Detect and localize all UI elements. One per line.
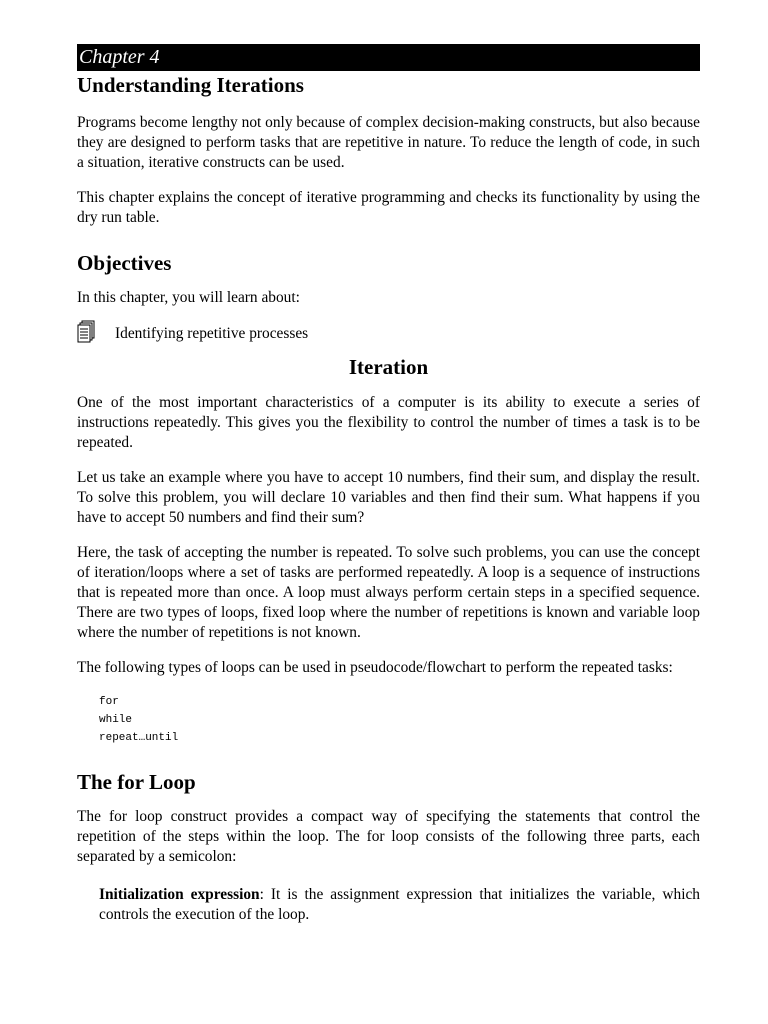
term-label: Initialization expression bbox=[99, 886, 260, 903]
iteration-paragraph-3: Here, the task of accepting the number is repeated. To solve such problems, you can use the concept of iteration/loops where a set of tasks are performed repeatedly. A loop is a sequence of instructions that is repeated more than once. A loop must always perform certain steps in a specified sequence. There are two types of loops, fixed loop where the number of repetitions is known and variable loop where the number of repetitions is not known. bbox=[77, 544, 700, 641]
for-loop-paragraph-1: The for loop construct provides a compact way of specifying the statements that control the repetition of the steps within the loop. The for loop consists of the following three parts, each separated by a semicolon: bbox=[77, 808, 700, 865]
loop-type-item: repeat…until bbox=[99, 732, 179, 744]
intro-paragraph-2: This chapter explains the concept of iterative programming and checks its functionality by using the dry run table. bbox=[77, 189, 700, 226]
intro-paragraph-1: Programs become lengthy not only because of complex decision-making constructs, but also because they are designed to perform tasks that are repetitive in nature. To reduce the length of code, in such a situation, iterative constructs can be used. bbox=[77, 114, 700, 171]
objective-item bbox=[77, 319, 700, 345]
objective-item-label: Identifying repetitive processes bbox=[115, 325, 309, 342]
term-definition: : It is the assignment expression that initializes the variable, which controls the execution of the loop. bbox=[99, 886, 700, 923]
objectives-heading: Objectives bbox=[77, 251, 172, 275]
loop-types-list bbox=[99, 693, 700, 747]
chapter-title: Understanding Iterations bbox=[77, 73, 304, 97]
objectives-lead: In this chapter, you will learn about: bbox=[77, 289, 300, 306]
document-page bbox=[77, 44, 700, 925]
for-loop-heading: The for Loop bbox=[77, 770, 196, 794]
loop-type-item: while bbox=[99, 714, 133, 726]
notebook-icon bbox=[77, 320, 97, 344]
chapter-label-bar bbox=[77, 44, 700, 71]
initialization-expression-definition bbox=[99, 885, 700, 925]
iteration-paragraph-4: The following types of loops can be used in pseudocode/flowchart to perform the repeated tasks: bbox=[77, 659, 673, 676]
iteration-paragraph-1: One of the most important characteristics of a computer is its ability to execute a series of instructions repeatedly. This gives you the flexibility to control the number of times a task is to be repeated. bbox=[77, 394, 700, 451]
loop-type-item: for bbox=[99, 696, 119, 708]
iteration-heading: Iteration bbox=[348, 355, 429, 379]
iteration-paragraph-2: Let us take an example where you have to accept 10 numbers, find their sum, and display the result. To solve this problem, you will declare 10 variables and then find their sum. What happens if you have to accept 50 numbers and find their sum? bbox=[77, 469, 700, 526]
chapter-label: Chapter 4 bbox=[79, 46, 160, 68]
